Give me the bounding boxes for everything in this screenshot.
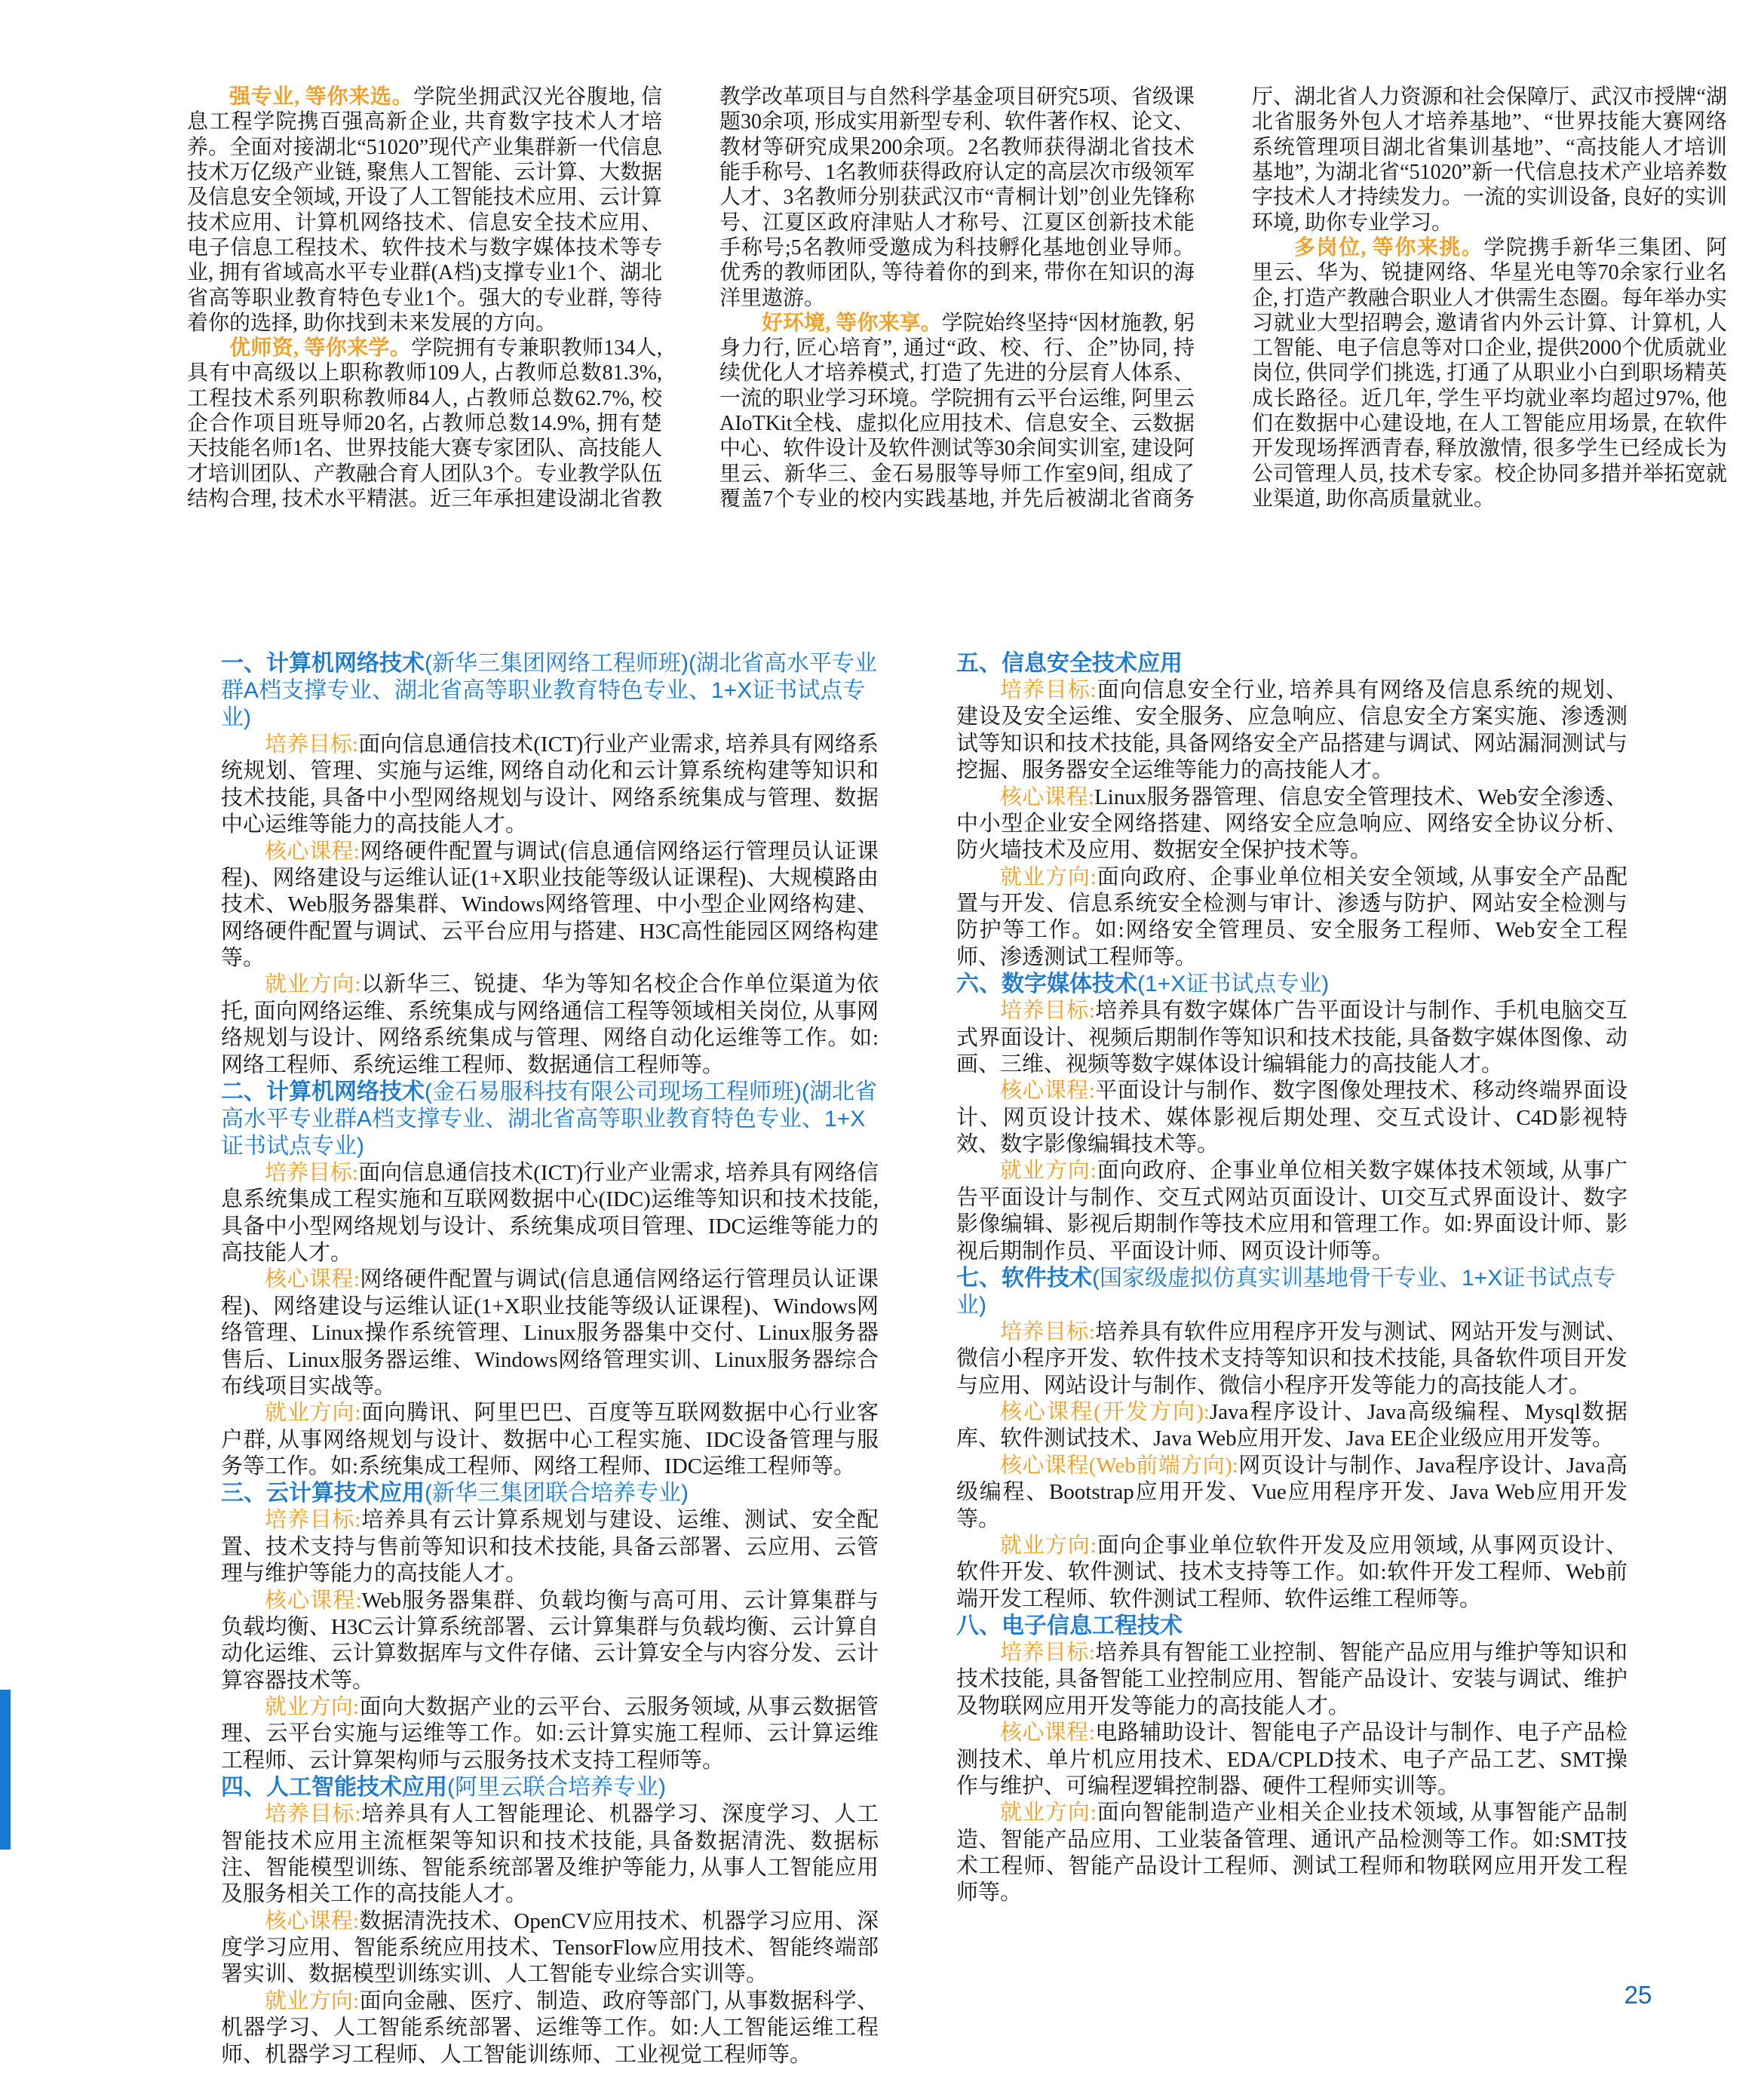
paragraph-label: 就业方向: [265, 1695, 360, 1719]
intro-text: 学院始终坚持“因材施教, 躬身力行, 匠心培育”, 通过“政、校、行、企”协同, 持续优化人才培养模式, 打造了先进的分层育人体系、一流的职业学习环境。学院拥有云平台运维, 阿里云AIoTKit全栈、虚拟化应用技术、信息安全、云数据中心、软件设计及软件测试等30余间实训室, 建设阿里云、新华三、金石易服等导师工作室9间, 组成了覆盖7个专业的校内实践基地, 并先后被湖北省商务厅、湖北省人力资源和社会保障厅、武汉市授牌“湖北省服务外包人才培养基地”、“世界技能大赛网络系统管理项目湖北省集训基地”、“高技能人才培训基地”, 为湖北省“51020”新一代信息技术产业培养数字技术人才持续发力。一流的实训设备, 良好的实训环境, 助你专业学习。 [719, 85, 1728, 511]
intro-paragraph [1252, 235, 1727, 511]
intro-lead-in: 多岗位, 等你来挑。 [1294, 235, 1484, 259]
paragraph-text: 网络硬件配置与调试(信息通信网络运行管理员认证课程)、网络建设与运维认证(1+X职业技能等级认证课程)、大规模路由技术、Web服务器集群、Windows网络管理、中小型企业网络构建、网络硬件配置与调试、云平台应用与搭建、H3C高性能园区网络构建等。 [221, 839, 879, 970]
paragraph-label: 培养目标: [265, 732, 359, 757]
programs-right-column [956, 650, 1627, 1907]
program-paragraph [221, 1801, 879, 1908]
program-title: 三、云计算技术应用 [221, 1481, 425, 1506]
paragraph-label: 核心课程: [265, 839, 360, 864]
paragraph-label: 就业方向: [1000, 1159, 1097, 1184]
paragraph-text: 面向信息通信技术(ICT)行业产业需求, 培养具有网络系统规划、管理、实施与运维, 网络自动化和云计算系统构建等知识和技术技能, 具备中小型网络规划与设计、网络系统集成与管理、数据中心运维等能力的高技能人才。 [221, 732, 879, 837]
paragraph-text: Web服务器集群、负载均衡与高可用、云计算集群与负载均衡、H3C云计算系统部署、云计算集群与负载均衡、云计算自动化运维、云计算数据库与文件存储、云计算安全与内容分发、云计算容器技术等。 [221, 1588, 879, 1693]
paragraph-text: 网页设计与制作、Java程序设计、Java高级编程、Bootstrap应用开发、Vue应用程序开发、Java Web应用开发等。 [956, 1453, 1628, 1531]
program-paragraph [221, 1400, 879, 1480]
paragraph-text: Java程序设计、Java高级编程、Mysql数据库、软件测试技术、Java Web应用开发、Java EE企业级应用开发等。 [956, 1400, 1627, 1451]
paragraph-text: 面向金融、医疗、制造、政府等部门, 从事数据科学、机器学习、人工智能系统部署、运维等工作。如:人工智能运维工程师、机器学习工程师、人工智能训练师、工业视觉工程师等。 [221, 1988, 879, 2067]
program-section [221, 1480, 879, 1774]
program-section [956, 1613, 1627, 1907]
program-title: 八、电子信息工程技术 [956, 1613, 1183, 1638]
paragraph-label: 核心课程(开发方向): [1000, 1400, 1210, 1424]
paragraph-label: 核心课程: [1000, 1721, 1095, 1746]
program-paragraph [956, 677, 1627, 784]
program-section [956, 1265, 1627, 1613]
paragraph-text: 培养具有云计算系规划与建设、运维、测试、安全配置、技术支持与售前等知识和技术技能, 具备云部署、云应用、云管理与维护等能力的高技能人才。 [221, 1508, 879, 1586]
paragraph-label: 就业方向: [1000, 1533, 1097, 1558]
intro-text: 学院携手新华三集团、阿里云、华为、锐捷网络、华星光电等70余家行业名企, 打造产教融合职业人才供需生态圈。每年举办实习就业大型招聘会, 邀请省内外云计算、计算机, 人工智能、电子信息等对口企业, 提供2000个优质就业岗位, 供同学们挑选, 打通了从职业小白到职场精英成长路径。近几年, 学生平均就业率均超过97%, 他们在数据中心建设地, 在人工智能应用场景, 在软件开发现场挥洒青春, 释放激情, 很多学生已经成长为公司管理人员, 技术专家。校企协同多措并举拓宽就业渠道, 助你高质量就业。 [1252, 235, 1728, 511]
paragraph-text: 网络硬件配置与调试(信息通信网络运行管理员认证课程)、网络建设与运维认证(1+X职业技能等级认证课程)、Windows网络管理、Linux操作系统管理、Linux服务器集中交付、Linux服务器售后、Linux服务器运维、Windows网络管理实训、Linux服务器综合布线项目实战等。 [221, 1267, 879, 1399]
paragraph-label: 培养目标: [265, 1160, 359, 1185]
program-qualifier: (新华三集团联合培养专业) [425, 1481, 689, 1506]
paragraph-label: 核心课程: [265, 1588, 362, 1613]
paragraph-label: 培养目标: [265, 1802, 361, 1827]
program-qualifier: (国家级虚拟仿真实训基地骨干专业、1+X证书试点专业) [956, 1265, 1616, 1318]
paragraph-label: 就业方向: [265, 1988, 360, 2013]
programs-left-column [221, 650, 879, 2068]
program-paragraph [956, 784, 1627, 864]
paragraph-label: 核心课程: [265, 1908, 360, 1933]
paragraph-label: 培养目标: [1000, 999, 1095, 1024]
paragraph-text: 电路辅助设计、智能电子产品设计与制作、电子产品检测技术、单片机应用技术、EDA/CPLD技术、电子产品工艺、SMT操作与维护、可编程逻辑控制器、硬件工程师实训等。 [956, 1721, 1627, 1798]
program-section [221, 1774, 879, 2068]
paragraph-text: 数据清洗技术、OpenCV应用技术、机器学习应用、深度学习应用、智能系统应用技术、TensorFlow应用技术、智能终端部署实训、数据模型训练实训、人工智能专业综合实训等。 [221, 1908, 879, 1987]
program-heading [956, 1613, 1627, 1640]
program-paragraph [956, 1399, 1627, 1453]
paragraph-label: 核心课程(Web前端方向): [1000, 1453, 1238, 1478]
page-number: 25 [1624, 1981, 1652, 2009]
intro-lead-in: 强专业, 等你来选。 [229, 85, 414, 109]
paragraph-label: 就业方向: [1000, 1801, 1097, 1825]
intro-lead-in: 优师资, 等你来学。 [229, 336, 412, 361]
program-paragraph [956, 998, 1627, 1078]
program-heading [956, 971, 1627, 998]
intro-article [187, 84, 1727, 511]
program-heading [956, 1265, 1627, 1319]
program-qualifier: (新华三集团网络工程师班)(湖北省高水平专业群A档支撑专业、湖北省高等职业教育特色专业、1+X证书试点专业) [221, 651, 877, 730]
program-title: 四、人工智能技术应用 [221, 1775, 447, 1801]
left-edge-accent [0, 1690, 11, 1850]
program-paragraph [221, 1588, 879, 1695]
paragraph-label: 就业方向: [265, 1401, 361, 1426]
program-section [956, 971, 1627, 1265]
program-paragraph [221, 1267, 879, 1400]
program-heading [221, 1079, 879, 1160]
paragraph-text: 面向信息安全行业, 培养具有网络及信息系统的规划、建设及安全运维、安全服务、应急响应、信息安全方案实施、渗透测试等知识和技术技能, 具备网络安全产品搭建与调试、网站漏洞测试与挖掘、服务器安全运维等能力的高技能人才。 [956, 678, 1627, 783]
paragraph-text: 面向企事业单位软件开发及应用领域, 从事网页设计、软件开发、软件测试、技术支持等工作。如:软件开发工程师、Web前端开发工程师、软件测试工程师、软件运维工程师等。 [956, 1533, 1627, 1611]
paragraph-text: 面向大数据产业的云平台、云服务领域, 从事云数据管理、云平台实施与运维等工作。如:云计算实施工程师、云计算运维工程师、云计算架构师与云服务技术支持工程师等。 [221, 1695, 879, 1773]
paragraph-label: 就业方向: [265, 972, 361, 997]
program-paragraph [221, 1908, 879, 1988]
program-heading [221, 1774, 879, 1801]
intro-lead-in: 好环境, 等你来享。 [762, 311, 942, 335]
paragraph-text: 面向智能制造产业相关企业技术领域, 从事智能产品制造、智能产品应用、工业装备管理、通讯产品检测等工作。如:SMT技术工程师、智能产品设计工程师、测试工程师和物联网应用开发工程师等。 [956, 1801, 1627, 1905]
program-section [221, 1079, 879, 1481]
paragraph-text: 培养具有数字媒体广告平面设计与制作、手机电脑交互式界面设计、视频后期制作等知识和技术技能, 具备数字媒体图像、动画、三维、视频等数字媒体设计编辑能力的高技能人才。 [956, 999, 1627, 1076]
program-heading [221, 1480, 879, 1507]
program-title: 一、计算机网络技术 [221, 651, 425, 676]
paragraph-text: 面向政府、企事业单位相关数字媒体技术领域, 从事广告平面设计与制作、交互式网站页面设计、UI交互式界面设计、数字影像编辑、影视后期制作等技术应用和管理工作。如:界面设计师、影视后期制作员、平面设计师、网页设计师等。 [956, 1159, 1627, 1263]
program-title: 七、软件技术 [956, 1265, 1092, 1291]
program-paragraph [956, 1800, 1627, 1907]
paragraph-label: 培养目标: [1000, 678, 1097, 702]
program-paragraph [221, 732, 879, 839]
program-paragraph [956, 1078, 1627, 1158]
program-paragraph [956, 1453, 1627, 1533]
paragraph-text: 面向政府、企事业单位相关安全领域, 从事安全产品配置与开发、信息系统安全检测与审计、渗透与防护、网站安全检测与防护等工作。如:网络安全管理员、安全服务工程师、Web安全工程师、渗透测试工程师等。 [956, 864, 1627, 969]
paragraph-label: 培养目标: [265, 1508, 361, 1533]
paragraph-label: 培养目标: [1000, 1641, 1095, 1665]
paragraph-text: 以新华三、锐捷、华为等知名校企合作单位渠道为依托, 面向网络运维、系统集成与网络通信工程等领域相关岗位, 从事网络规划与设计、网络系统集成与管理、网络自动化运维等工作。如:网络工程师、系统运维工程师、数据通信工程师等。 [221, 972, 879, 1077]
paragraph-text: 面向信息通信技术(ICT)行业产业需求, 培养具有网络信息系统集成工程实施和互联网数据中心(IDC)运维等知识和技术技能, 具备中小型网络规划与设计、系统集成项目管理、IDC运维等能力的高技能人才。 [221, 1160, 879, 1265]
paragraph-label: 核心课程: [1000, 1079, 1095, 1104]
paragraph-text: 培养具有人工智能理论、机器学习、深度学习、人工智能技术应用主流框架等知识和技术技能, 具备数据清洗、数据标注、智能模型训练、智能系统部署及维护等能力, 从事人工智能应用及服务相关工作的高技能人才。 [221, 1802, 879, 1907]
program-qualifier: (阿里云联合培养专业) [447, 1775, 666, 1801]
program-title: 六、数字媒体技术 [956, 972, 1137, 997]
program-paragraph [956, 1720, 1627, 1800]
program-paragraph [956, 864, 1627, 972]
intro-paragraph [187, 84, 662, 336]
program-section [956, 650, 1627, 971]
program-paragraph [956, 1319, 1627, 1399]
program-qualifier: (1+X证书试点专业) [1137, 972, 1330, 997]
intro-text: 学院拥有专兼职教师134人, 具有中高级以上职称教师109人, 占教师总数81.3%, 工程技术系列职称教师84人, 占教师总数62.7%, 校企合作项目班导师20名, 占教师总数14.9%, 拥有楚天技能名师1名、世界技能大赛专家团队、高技能人才培训团队、产教融合育人团队3个。专业教学队伍结构合理, 技术水平精湛。近三年承担建设湖北省教教学改革项目与自然科学基金项目研究5项、省级课题30余项, 形成实用新型专利、软件著作权、论文、教材等研究成果200余项。2名教师获得湖北省技术能手称号、1名教师获得政府认定的高层次市级领军人才、3名教师分别获武汉市“青桐计划”创业先锋称号、江夏区政府津贴人才称号、江夏区创新技术能手称号;5名教师受邀成为科技孵化基地创业导师。优秀的教师团队, 等待着你的到来, 带你在知识的海洋里遨游。 [187, 85, 1195, 511]
program-paragraph [221, 1694, 879, 1774]
paragraph-text: 培养具有软件应用程序开发与测试、网站开发与测试、微信小程序开发、软件技术支持等知识和技术技能, 具备软件项目开发与应用、网站设计与制作、微信小程序开发等能力的高技能人才。 [956, 1319, 1627, 1398]
program-qualifier: (金石易服科技有限公司现场工程师班)(湖北省高水平专业群A档支撑专业、湖北省高等职业教育特色专业、1+X证书试点专业) [221, 1079, 877, 1159]
program-heading [221, 650, 879, 732]
program-paragraph [221, 1988, 879, 2068]
paragraph-label: 核心课程: [1000, 784, 1095, 809]
program-paragraph [956, 1640, 1627, 1720]
program-paragraph [956, 1158, 1627, 1265]
paragraph-label: 就业方向: [1000, 864, 1097, 889]
program-heading [956, 650, 1627, 677]
paragraph-label: 培养目标: [1000, 1319, 1095, 1344]
program-title: 五、信息安全技术应用 [956, 651, 1183, 676]
paragraph-label: 核心课程: [265, 1267, 360, 1292]
program-paragraph [221, 972, 879, 1079]
program-paragraph [956, 1533, 1627, 1613]
program-paragraph [221, 1160, 879, 1267]
program-paragraph [221, 839, 879, 972]
paragraph-text: 平面设计与制作、数字图像处理技术、移动终端界面设计、网页设计技术、媒体影视后期处理、交互式设计、C4D影视特效、数字影像编辑技术等。 [956, 1079, 1627, 1156]
program-title: 二、计算机网络技术 [221, 1079, 425, 1104]
program-paragraph [221, 1507, 879, 1587]
program-section [221, 650, 879, 1079]
intro-text: 学院坐拥武汉光谷腹地, 信息工程学院携百强高新企业, 共育数字技术人才培养。全面对接湖北“51020”现代产业集群新一代信息技术万亿级产业链, 聚焦人工智能、云计算、大数据及信息安全领域, 开设了人工智能技术应用、云计算技术应用、计算机网络技术、信息安全技术应用、电子信息工程技术、软件技术与数字媒体技术等专业, 拥有省域高水平专业群(A档)支撑专业1个、湖北省高等职业教育特色专业1个。强大的专业群, 等待着你的选择, 助你找到未来发展的方向。 [187, 85, 663, 335]
paragraph-text: Linux服务器管理、信息安全管理技术、Web安全渗透、中小型企业安全网络搭建、网络安全应急响应、网络安全协议分析、防火墙技术及应用、数据安全保护技术等。 [956, 784, 1627, 863]
paragraph-text: 面向腾讯、阿里巴巴、百度等互联网数据中心行业客户群, 从事网络规划与设计、数据中心工程实施、IDC设备管理与服务等工作。如:系统集成工程师、网络工程师、IDC运维工程师等。 [221, 1401, 879, 1478]
paragraph-text: 培养具有智能工业控制、智能产品应用与维护等知识和技术技能, 具备智能工业控制应用、智能产品设计、安装与调试、维护及物联网应用开发等能力的高技能人才。 [956, 1641, 1627, 1718]
